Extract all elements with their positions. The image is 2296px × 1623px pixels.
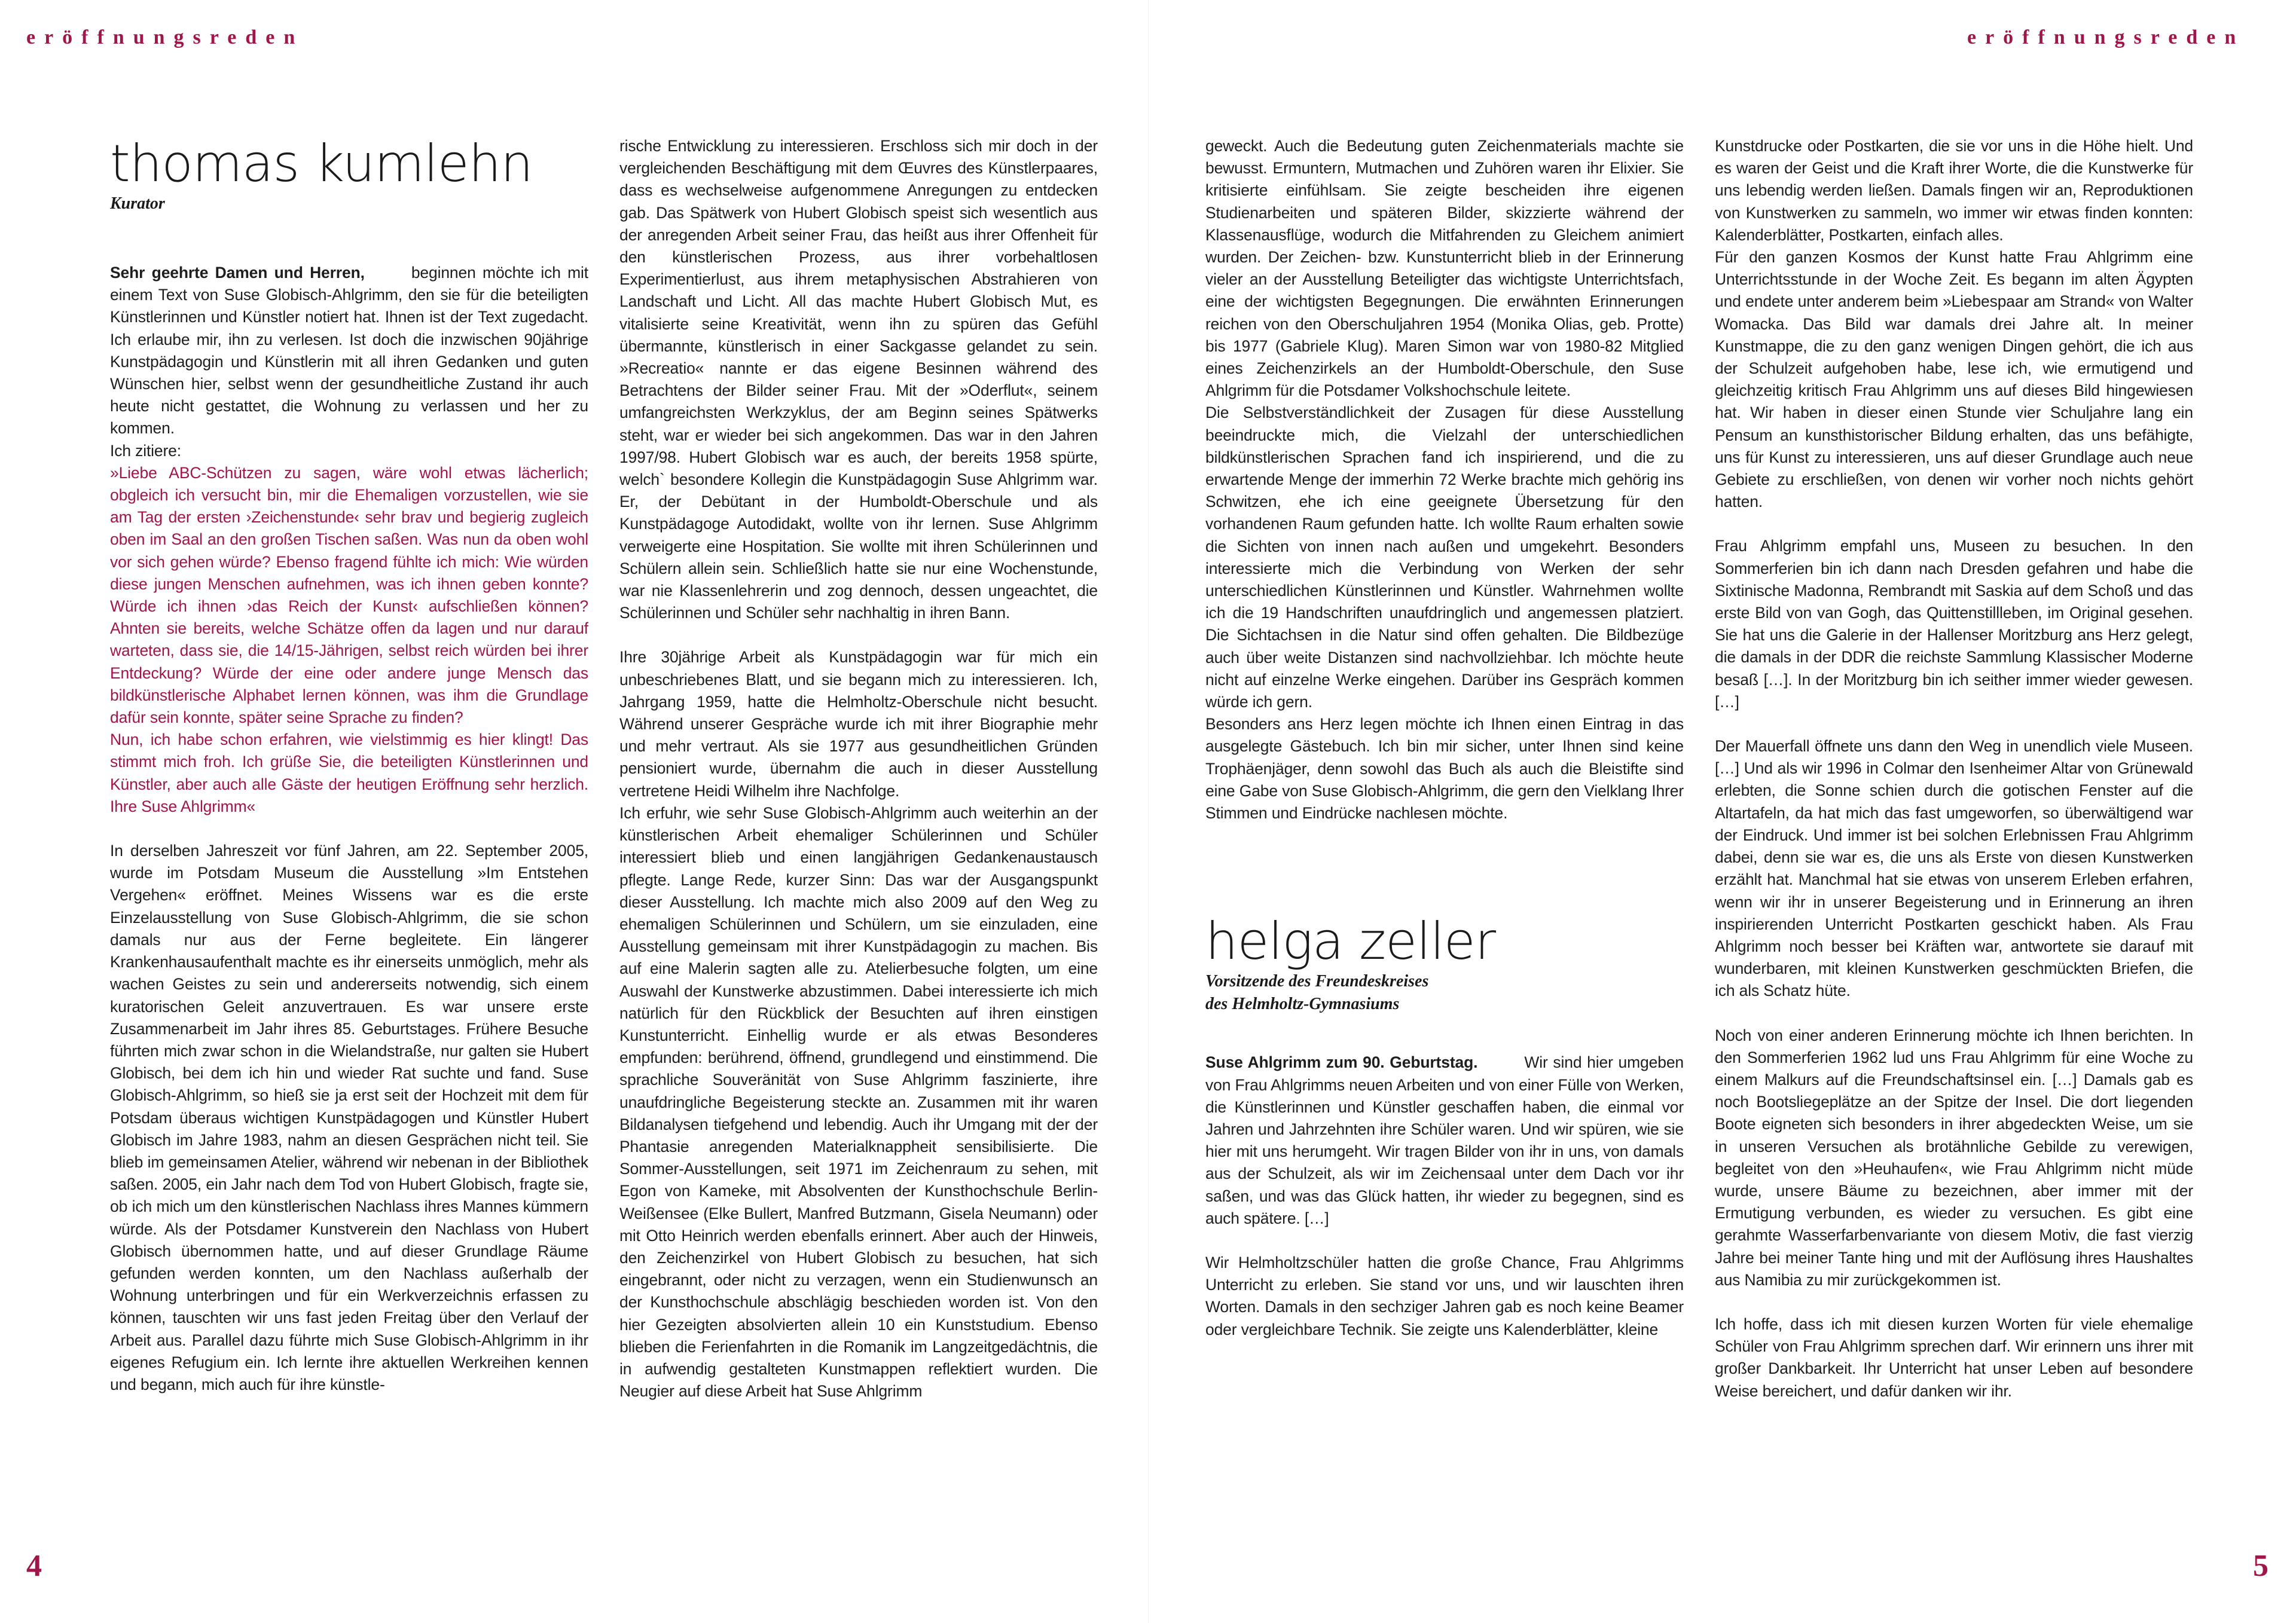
paragraph: Der Mauerfall öffnete uns dann den Weg in unendlich viele Museen. […] Und als wir 1996 in Colmar den Isenheimer Altar von Grünewald erlebten, die Sonne schien durch die gotischen Fenster auf die Altartafeln, da hat mich das fast umgeworfen, so überwältigend war der Eindruck. Und immer ist bei solchen Erlebnissen Frau Ahlgrimm dabei, denn sie war es, die uns als Erste von diesen Kunstwerken erzählt hat. Manchmal hat sie etwas von unserem Erleben erfahren, wenn wir ihr in unserer Begeisterung und in Erinnerung an ihren inspirierenden Unterricht Postkarten geschickt haben. Als Frau Ahlgrimm noch besser bei Kräften war, antwortete sie darauf mit wunderbaren, mit kleinen Kunstwerken geschmückten Briefen, die ich als Schatz hüte.	[1715, 737, 2193, 1000]
running-head-left: eröffnungsreden	[26, 26, 304, 48]
paragraph: Ich zitiere:	[110, 441, 181, 460]
quote-paragraph: Nun, ich habe schon erfahren, wie vielstimmig es hier klingt! Das stimmt mich froh. Ich grüße Sie, die beteiligten Künstlerinnen und Künstler, aber auch alle Gäste der heutigen Eröffnung sehr herzlich. Ihre Suse Ahlgrimm«	[110, 730, 588, 815]
column-3	[1205, 135, 1684, 1341]
salutation: Sehr geehrte Damen und Herren,	[110, 264, 365, 282]
paragraph: Besonders ans Herz legen möchte ich Ihnen einen Eintrag in das ausgelegte Gästebuch. Ich bin mir sicher, unter Ihnen sind keine Trophäenjäger, denn sowohl das Buch als auch die Bleistifte sind eine Gabe von Suse Globisch-Ahlgrimm, die gern den Vielklang Ihrer Stimmen und Eindrücke nachlesen möchte.	[1205, 715, 1684, 823]
paragraph	[110, 262, 588, 440]
column-1	[110, 135, 588, 1396]
paragraph: Für den ganzen Kosmos der Kunst hatte Frau Ahlgrimm eine Unterrichtsstunde in der Woche Zeit. Es begann im alten Ägypten und endete unter anderem beim »Liebespaar am Strand« von Walter Womacka. Das Bild war damals drei Jahre alt. In meiner Kunstmappe, die zu den ganz wenigen Dingen gehört, die ich aus der Schulzeit aufgehoben habe, lese ich, wie ermutigend und gleichzeitig kritisch Frau Ahlgrimm uns auf dieses Bild hingewiesen hat. Wir haben in dieser einen Stunde vier Schuljahre lang ein Pensum an kunsthistorischer Bildung erhalten, das uns befähigte, uns für Kunst zu interessieren, uns auf dieser Grundlage auch neue Gebiete zu erschließen, von denen wir vorher noch nichts gehört hatten.	[1715, 248, 2193, 511]
paragraph: rische Entwicklung zu interessieren. Erschloss sich mir doch in der vergleichenden Beschäftigung mit dem Œuvres des Künstlerpaares, dass es wechselweise aufgenommene Anregungen zu entdecken gab. Das Spätwerk von Hubert Globisch speist sich wesentlich aus der anregenden Arbeit seiner Frau, das heißt aus ihrer Offenheit für den künstlerischen Prozess, aus ihrer vorbehaltlosen Experimentierlust, aus ihrem metaphysischen Abstrahieren von Landschaft und Licht. All das machte Hubert Globisch Mut, es vitalisierte seine Kreativität, wenn ihn zu spüren das Gefühl übermannte, künstlerisch in einer Sackgasse gelandet zu sein. »Recreatio« nannte er das eigene Besinnen während des Betrachtens der Bilder seiner Frau. Mit der »Oderflut«, seinem umfangreichsten Werkzyklus, der am Beginn seines Spätwerks steht, war er wieder bei sich angekommen. Das war in den Jahren 1997/98. Hubert Globisch war es auch, der bereits 1958 spürte, welch` besondere Kollegin die Kunstpädagogin Suse Ahlgrimm war. Er, der Debütant in der Humboldt-Oberschule und als Kunstpädagoge Autodidakt, wollte von ihr lernen. Suse Ahlgrimm verweigerte eine Hospitation. Sie wollte mit ihren Schülerinnen und Schülern allein sein. Schließlich hatte sie nur eine Wochenstunde, war nie Klassenlehrerin und zog dennoch, dessen ungeachtet, die Schülerinnen und Schüler sehr nachhaltig in ihren Bann.	[619, 137, 1098, 622]
paragraph: Wir Helmholtzschüler hatten die große Chance, Frau Ahlgrimms Unterricht zu erleben. Sie stand vor uns, und wir lauschten ihren Worten. Damals in den sechziger Jahren gab es noch keine Beamer oder vergleichbare Technik. Sie zeigte uns Kalenderblätter, kleine	[1205, 1253, 1684, 1338]
lead-in: Suse Ahlgrimm zum 90. Geburtstag.	[1205, 1053, 1478, 1072]
paragraph: Ihre 30jährige Arbeit als Kunstpädagogin war für mich ein unbeschriebenes Blatt, und sie begann mich zu interessieren. Ich, Jahrgang 1959, hatte die Helmholtz-Oberschule nicht besucht. Während unserer Gespräche wurde ich mit ihrer Biographie mehr und mehr vertraut. Als sie 1977 aus gesundheitlichen Gründen pensioniert wurde, übernahm die auch in dieser Ausstellung vertretene Heidi Wilhelm ihre Nachfolge.	[619, 648, 1098, 800]
paragraph: Ich erfuhr, wie sehr Suse Globisch-Ahlgrimm auch weiterhin an der künstlerischen Arbeit ehemaliger Schülerinnen und Schüler interessiert blieb und einen langjährigen Gedankenaustausch pflegte. Lange Rede, kurzer Sinn: Das war der Ausgangspunkt dieser Ausstellung. Ich machte mich also 2009 auf den Weg zu ehemaligen Schülerinnen und Schülern, um sie einzuladen, eine Ausstellung gemeinsam mit ihrer Kunstpädagogin zu machen. Bis auf eine Malerin sagten alle zu. Atelierbesuche folgten, um eine Auswahl der Kunstwerke abzustimmen. Dabei interessierte ich mich natürlich für den Rückblick der Besuchten auf ihren einstigen Kunstunterricht. Einhellig wurde er als etwas Besonderes empfunden: berührend, öffnend, grundlegend und einstimmend. Die sprachliche Souveränität von Suse Ahlgrimm faszinierte, ihre unaufdringliche Begeisterung steckte an. Zusammen mit ihr waren Bildanalysen tiefgehend und lebendig. Auch ihr Umgang mit der der Phantasie anregenden Materialknappheit sensibilisierte. Die Sommer-Ausstellungen, seit 1971 im Zeichenraum zu sehen, mit Egon von Kameke, mit Absolventen der Kunsthochschule Berlin-Weißensee (Elke Bullert, Manfred Butzmann, Gisela Neumann) oder mit Otto Heinrich werden ebenfalls erinnert. Aber auch der Hinweis, den Zeichenzirkel von Hubert Globisch zu besuchen, hat sich eingebrannt, oder nicht zu verzagen, wenn ein Studienwunsch an der Kunsthochschule abschlägig beschieden worden ist. Von den hier Gezeigten absolvierten allein 10 ein Kunststudium. Ebenso blieben die Ferienfahrten in die Romanik im Langzeitgedächtnis, die in aufwendig gestalteten Kunstmappen reflektiert wurden. Die Neugier auf diese Arbeit hat Suse Ahlgrimm	[619, 803, 1098, 1401]
author-role-line-2: des Helmholtz-Gymnasiums	[1205, 995, 1400, 1014]
paragraph	[1205, 1052, 1684, 1230]
author-name: thomas kumlehn	[110, 134, 533, 194]
quote-paragraph: »Liebe ABC-Schützen zu sagen, wäre wohl etwas lächerlich; obgleich ich versucht bin, mir die Ehemaligen vorzustellen, wie sie am Tag der ersten ›Zeichenstunde‹ sehr brav und begierig zugleich oben im Saal an den großen Tischen saßen. Was nun da oben wohl vor sich gehen würde? Ebenso fragend fühlte ich mich: Wie würden diese jungen Menschen aufnehmen, was ich ihnen geben konnte? Würde ich ihnen ›das Reich der Kunst‹ aufschließen können? Ahnten sie bereits, welche Schätze offen da lagen und nur darauf warteten, dass sie, die 14/15-Jährigen, selbst reich würden bei ihrer Entdeckung? Würde der eine oder andere junge Mensch das bildkünstlerische Alphabet lernen können, was ihm die Grundlage dafür sein konnte, später seine Sprache zu finden?	[110, 463, 588, 727]
paragraph-text: Wir sind hier umgeben von Frau Ahlgrimms neuen Arbeiten und von einer Fülle von Werken, die Künstlerinnen und Künstler geschaffen haben, die einmal vor Jahren und Jahrzehnten ihre Schüler waren. Und wir spüren, wie sie hier mit uns herumgeht. Wir tragen Bilder von ihr in uns, von damals aus der Schulzeit, als wir im Zeichensaal unter dem Dach vor ihr saßen, und was das Glück hatten, ihr wieder zu begegnen, sind es auch spätere. […]	[1205, 1053, 1684, 1227]
paragraph: geweckt. Auch die Bedeutung guten Zeichenmaterials machte sie bewusst. Ermuntern, Mutmachen und Zuhören waren ihr Elixier. Sie kritisierte einfühlsam. Sie zeigte bescheiden ihre eigenen Studienarbeiten und späteren Bilder, skizzierte während der Klassenausflüge, wodurch die Mitfahrenden zu Gleichem animiert wurden. Der Zeichen- bzw. Kunstunterricht blieb in der Erinnerung vieler an der Ausstellung Beteiligter das wichtigste Unterrichtsfach, eine der wichtigsten Begegnungen. Die erwähnten Erinnerungen reichen von den Oberschuljahren 1954 (Monika Olias, geb. Protte) bis 1977 (Gabriele Klug). Maren Simon war von 1980-82 Mitglied eines Zeichenzirkels an der Humboldt-Oberschule, den Suse Ahlgrimm für die Potsdamer Volkshochschule leitete.	[1205, 137, 1684, 400]
paragraph: Noch von einer anderen Erinnerung möchte ich Ihnen berichten. In den Sommerferien 1962 lud uns Frau Ahlgrimm für eine Woche zu einem Malkurs auf die Freundschaftsinsel ein. […] Damals gab es noch Bootsliegeplätze an der Spitze der Insel. Die dort liegenden Boote eigneten sich besonders in ihrer abgedeckten Weise, um sie in unseren Versuchen als brotähnliche Gebilde zu verewigen, begleitet von den »Heuhaufen«, wie Frau Ahlgrimm nicht müde wurde, unsere Bäume zu bezeichnen, aber immer mit der Ermutigung verbunden, es wieder zu versuchen. Es gibt eine gerahmte Wasserfarbenvariante von diesem Motiv, die fast vierzig Jahre bei meiner Tante hing und mit der Auflösung ihres Haushaltes aus Namibia zu mir zurückgekommen ist.	[1715, 1026, 2193, 1289]
paragraph: Kunstdrucke oder Postkarten, die sie vor uns in die Höhe hielt. Und es waren der Geist und die Kraft ihrer Worte, die die Kunstwerke für uns lebendig werden ließen. Damals fingen wir an, Reproduktionen von Kunstwerken zu sammeln, wo immer wir etwas finden konnten: Kalenderblätter, Postkarten, einfach alles.	[1715, 137, 2193, 244]
author-name: helga zeller	[1205, 912, 1496, 972]
article-header-zeller	[1205, 913, 1684, 1016]
page-number-left: 4	[26, 1549, 42, 1583]
paragraph: Frau Ahlgrimm empfahl uns, Museen zu besuchen. In den Sommerferien bin ich dann nach Dresden gefahren und habe die Sixtinische Madonna, Rembrandt mit Saskia auf dem Schoß und das erste Bild von van Gogh, das Quittenstillleben, im Original gesehen. Sie hat uns die Galerie in der Hallenser Moritzburg ans Herz gelegt, die damals in der DDR die reichste Sammlung Klassischer Moderne besaß […]. In der Moritzburg bin ich seither immer wieder gewesen. […]	[1715, 537, 2193, 711]
author-role: Kurator	[110, 194, 165, 213]
paragraph-text: beginnen möchte ich mit einem Text von Suse Globisch-Ahlgrimm, den sie für die beteiligten Künstlerinnen und Künstler notiert hat. Ihnen ist der Text zugedacht. Ich erlaube mir, ihn zu verlesen. Ist doch die inzwischen 90jährige Kunstpädagogin und Künstlerin mit all ihren Gedanken und guten Wünschen hier, selbst wenn der gesundheitliche Zustand ihr auch heute nicht gestattet, die Wohnung zu verlassen und her zu kommen.	[110, 264, 589, 438]
page-number-right: 5	[2253, 1549, 2268, 1583]
paragraph: Ich hoffe, dass ich mit diesen kurzen Worten für viele ehemalige Schüler von Frau Ahlgrimm sprechen darf. Wir erinnern uns ihrer mit großer Dankbarkeit. Ihr Unterricht hat unser Leben auf besondere Weise bereichert, und dafür danken wir ihr.	[1715, 1315, 2193, 1400]
column-2	[619, 135, 1098, 1402]
paragraph: Die Selbstverständlichkeit der Zusagen für diese Ausstellung beeindruckte mich, die Vielzahl der unterschiedlichen bildkünstlerischen Sprachen fand ich inspirierend, und die zu erwartende Menge der immerhin 72 Werke brachte mich gehörig ins Schwitzen, ehe ich eine geeignete Übersetzung für den vorhandenen Raum gefunden hatte. Ich wollte Raum erhalten sowie die Sichten von innen nach außen und umgekehrt. Besonders interessierte mich die Verbindung von Werken der sehr unterschiedlichen Künstlerinnen und Künstler. Wahrnehmen wollte ich die 19 Handschriften unaufdringlich und angemessen platziert. Die Sichtachsen in die Natur sind offen gehalten. Die Bildbezüge auch über weite Distanzen sind nachvollziehbar. Ich möchte heute nicht auf einzelne Werke eingehen. Darüber ins Gespräch kommen würde ich gern.	[1205, 404, 1684, 711]
paragraph: In derselben Jahreszeit vor fünf Jahren, am 22. September 2005, wurde im Potsdam Museum die Ausstellung »Im Entstehen Vergehen« eröffnet. Meines Wissens war es die erste Einzelausstellung von Suse Globisch-Ahlgrimm, die sie schon damals nur aus der Ferne begleitete. Ein längerer Krankenhausaufenthalt machte es ihr einerseits unmöglich, mehr als wachen Geistes zu sein und andererseits notwendig, sich einem kuratorischen Geleit anzuvertrauen. Es war unsere erste Zusammenarbeit im Jahr ihres 85. Geburtstages. Frühere Besuche führten mich zwar schon in die Wielandstraße, nur galten sie Hubert Globisch, bei dem ich hin und wieder Rat suchte und fand. Suse Globisch-Ahlgrimm, so hieß sie ja erst seit der Hochzeit mit dem für Potsdam überaus wichtigen Kunstpädagogen und Künstler Hubert Globisch im Jahre 1983, nahm an diesen Gesprächen nicht teil. Sie blieb im gemeinsamen Atelier, während wir nebenan in der Bibliothek saßen. 2005, ein Jahr nach dem Tod von Hubert Globisch, fragte sie, ob ich mich um den künstlerischen Nachlass ihres Mannes kümmern würde. Als der Potsdamer Kunstverein den Nachlass von Hubert Globisch übernommen hatte, und auf dieser Grundlage Räume gefunden werden konnten, um den Nachlass außerhalb der Wohnung unterbringen und für ein Werkverzeichnis erfassen zu können, tauschten wir uns fast jeden Freitag über den Verlauf der Arbeit aus. Parallel dazu führte mich Suse Globisch-Ahlgrimm in ihr eigenes Refugium ein. Ich lernte ihre aktuellen Werkreihen kennen und begann, mich auch für ihre künstle-	[110, 842, 588, 1393]
author-role-line-1: Vorsitzende des Freundeskreises	[1205, 972, 1429, 991]
article-header-kumlehn	[110, 135, 588, 215]
page-gutter	[1148, 0, 1149, 1623]
column-4	[1715, 135, 2193, 1402]
running-head-right: eröffnungsreden	[1967, 26, 2245, 48]
